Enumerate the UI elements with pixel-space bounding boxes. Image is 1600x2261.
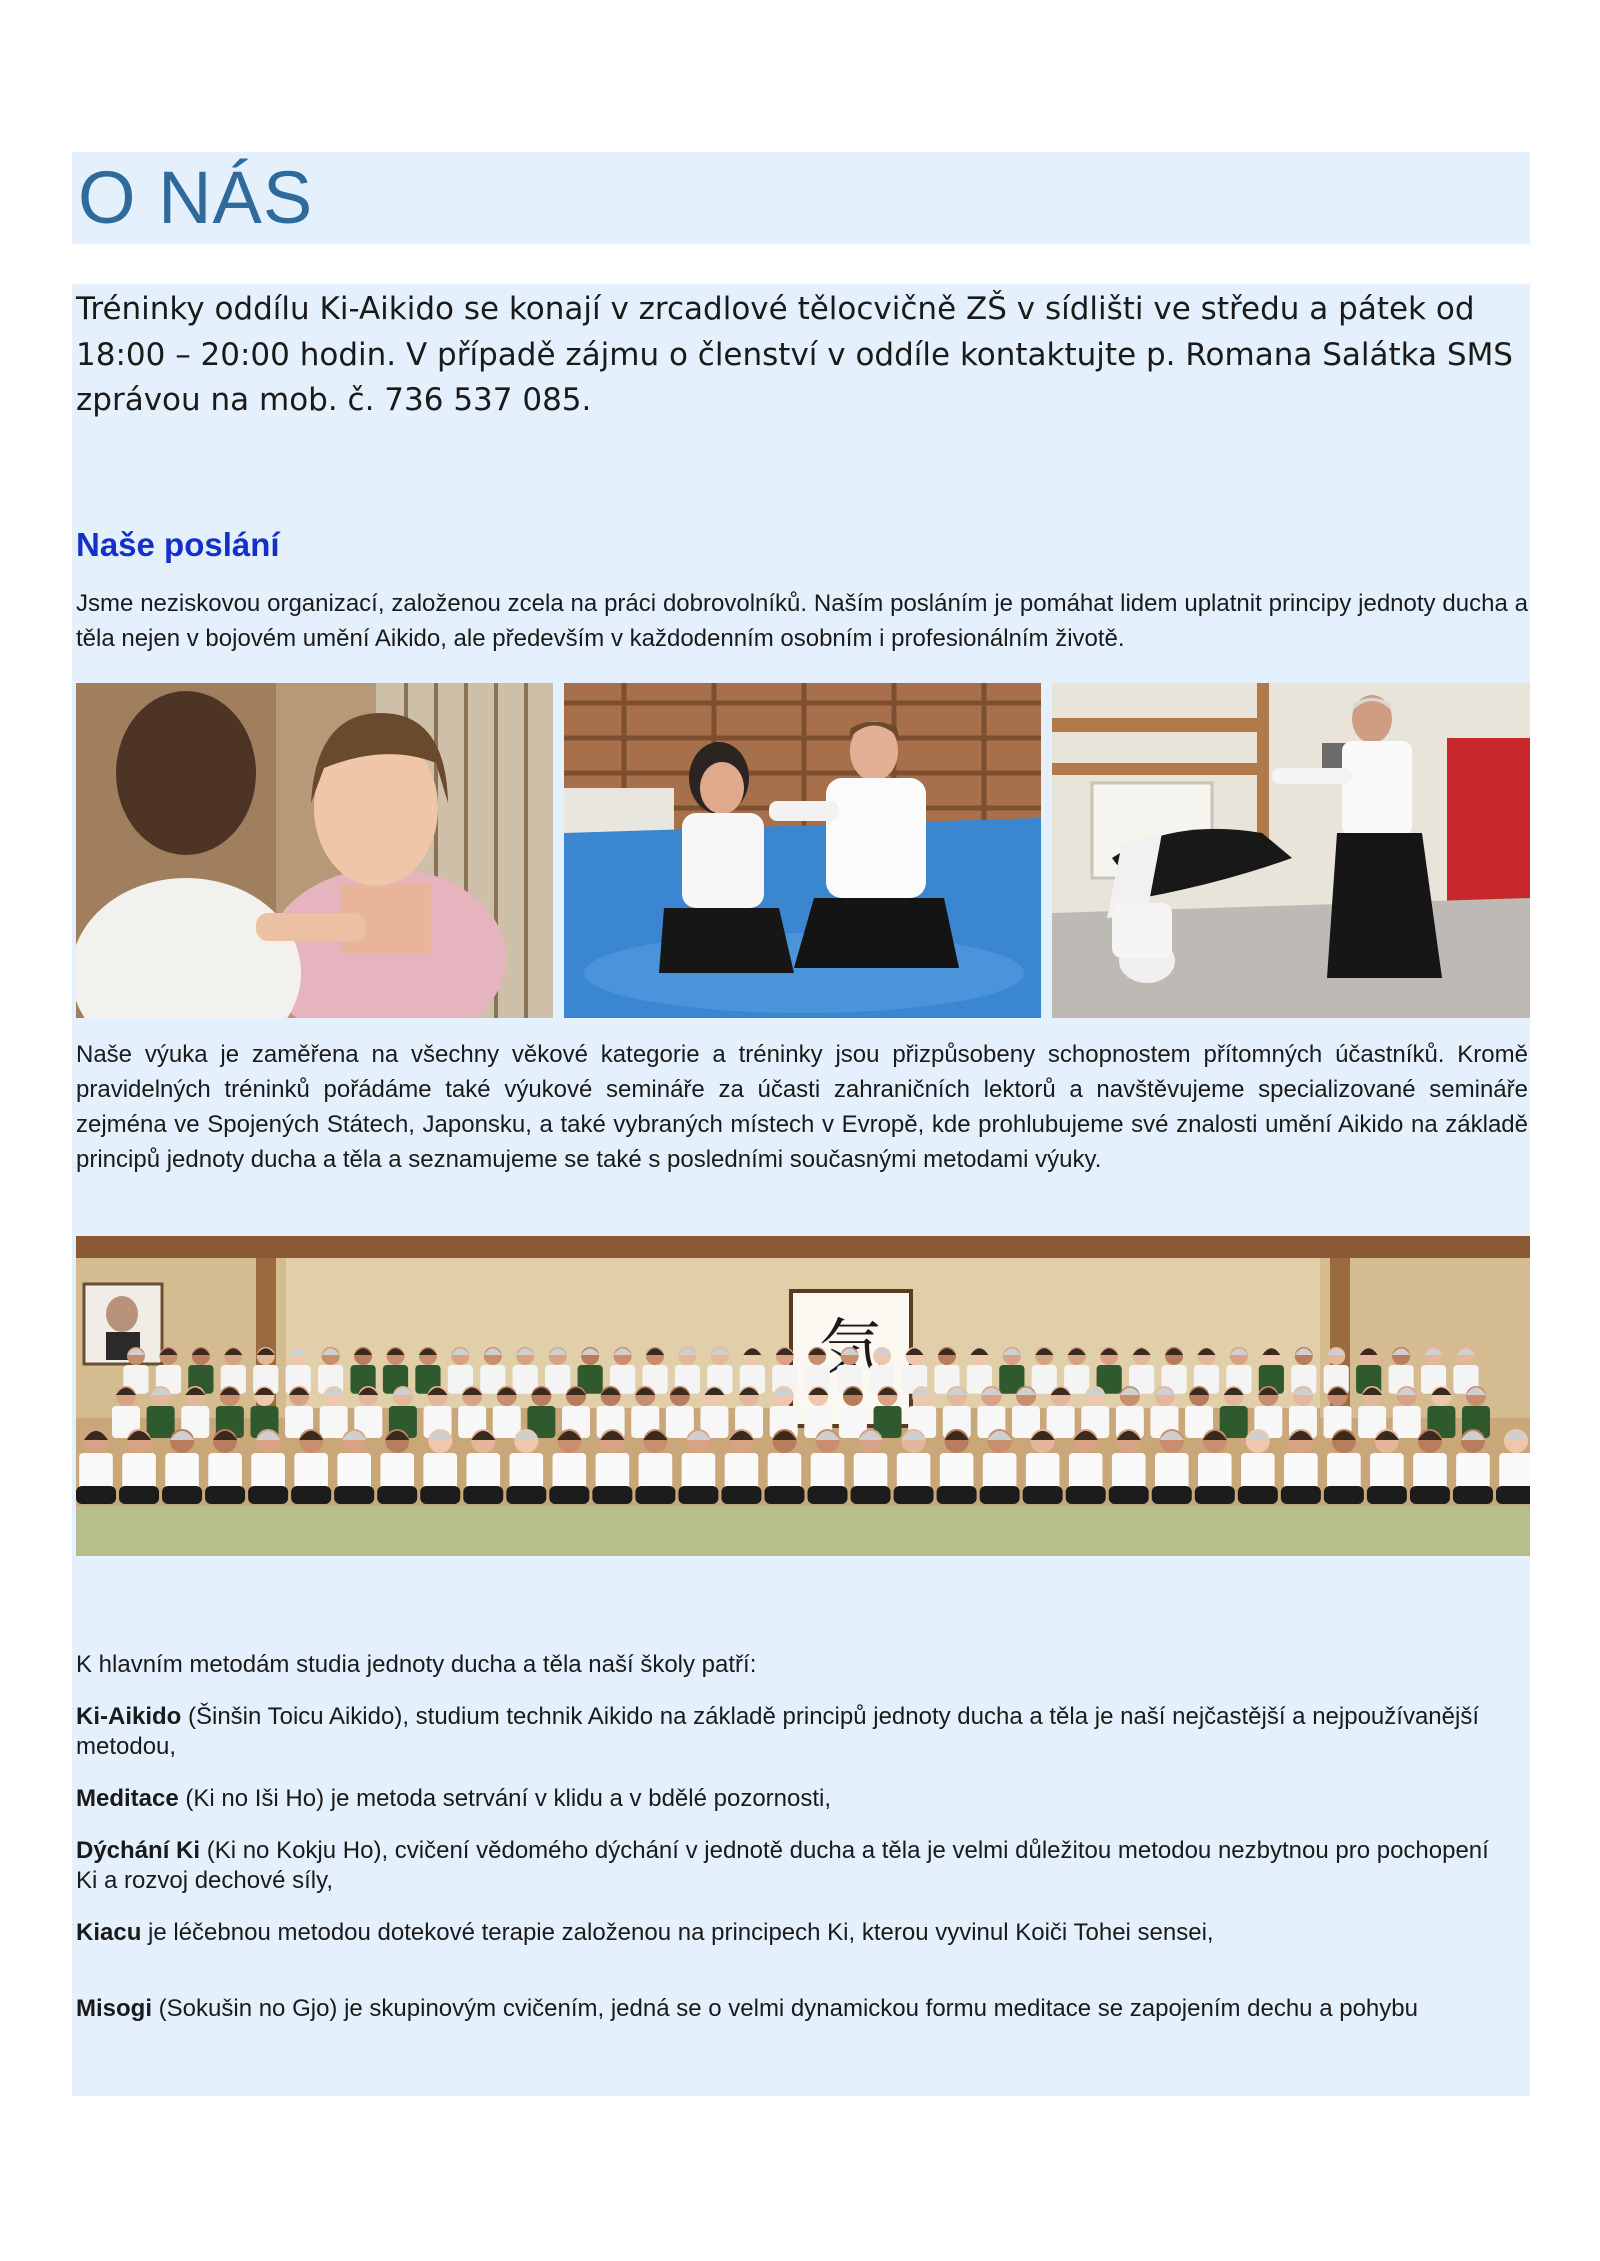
method-term: Dýchání Ki: [76, 1837, 201, 1864]
method-term: Misogi: [76, 1995, 152, 2022]
method-misogi: [76, 1988, 1516, 2030]
methods-intro: K hlavním metodám studia jednoty ducha a těla naší školy patří:: [76, 1651, 757, 1678]
title-band: [72, 152, 1530, 244]
intro-paragraph: Tréninky oddílu Ki-Aikido se konají v zrcadlové tělocvičně ZŠ v sídlišti ve středu a pátek od 18:00 – 20:00 hodin. V případě zájmu o členství v oddíle kontaktujte p. Romana Salátka SMS zprávou na mob. č. 736 537 085.: [76, 291, 1513, 418]
method-description: (Sokušin no Gjo) je skupinovým cvičením, jedná se o velmi dynamickou formu meditace se zapojením dechu a pohybu: [152, 1995, 1418, 2022]
method-description: (Ki no Kokju Ho), cvičení vědomého dýchání v jednotě ducha a těla je velmi důležitou metodou nezbytnou pro pochopení Ki a rozvoj dechové síly,: [76, 1837, 1489, 1894]
method-description: (Šinšin Toicu Aikido), studium technik Aikido na základě principů jednoty ducha a těla je naší nejčastější a nejpoužívanější metodou,: [76, 1703, 1479, 1760]
teaching-paragraph: Naše výuka je zaměřena na všechny věkové kategorie a tréninky jsou přizpůsobeny schopnostem přítomných účastníků. Kromě pravidelných tréninků pořádáme také výukové semináře za účasti zahraničních lektorů a navštěvujeme specializované semináře zejména ve Spojených Státech, Japonsku, a také vybraných místech v Evropě, kde prohlubujeme své znalosti umění Aikido na základě principů jednoty ducha a těla a seznamujeme se také s posledními současnými metodami výuky.: [76, 1041, 1528, 1173]
method-meditace: [76, 1784, 1516, 1814]
mission-heading: Naše poslání: [76, 526, 280, 563]
photo-women-smiling: [76, 683, 553, 1018]
method-term: Meditace: [76, 1785, 179, 1812]
method-kiacu: [76, 1918, 1516, 1948]
photo-group-seminar: [76, 1236, 1530, 1556]
method-ki-aikido: [76, 1702, 1516, 1762]
mission-paragraph: Jsme neziskovou organizací, založenou zcela na práci dobrovolníků. Naším posláním je pomáhat lidem uplatnit principy jednoty ducha a těla nejen v bojovém umění Aikido, ale především v každodenním osobním i profesionálním životě.: [76, 590, 1528, 652]
method-description: (Ki no Iši Ho) je metoda setrvání v klidu a v bdělé pozornosti,: [178, 1785, 832, 1812]
page-title: O NÁS: [78, 156, 314, 239]
content-band: [72, 284, 1530, 2096]
method-term: Ki-Aikido: [76, 1703, 182, 1730]
photo-throw-technique: [1052, 683, 1530, 1018]
method-term: Kiacu: [76, 1919, 142, 1946]
method-dychani-ki: [76, 1836, 1516, 1896]
photo-kneeling-practice: [564, 683, 1041, 1018]
method-description: je léčebnou metodou dotekové terapie založenou na principech Ki, kterou vyvinul Koiči Tohei sensei,: [141, 1919, 1214, 1946]
